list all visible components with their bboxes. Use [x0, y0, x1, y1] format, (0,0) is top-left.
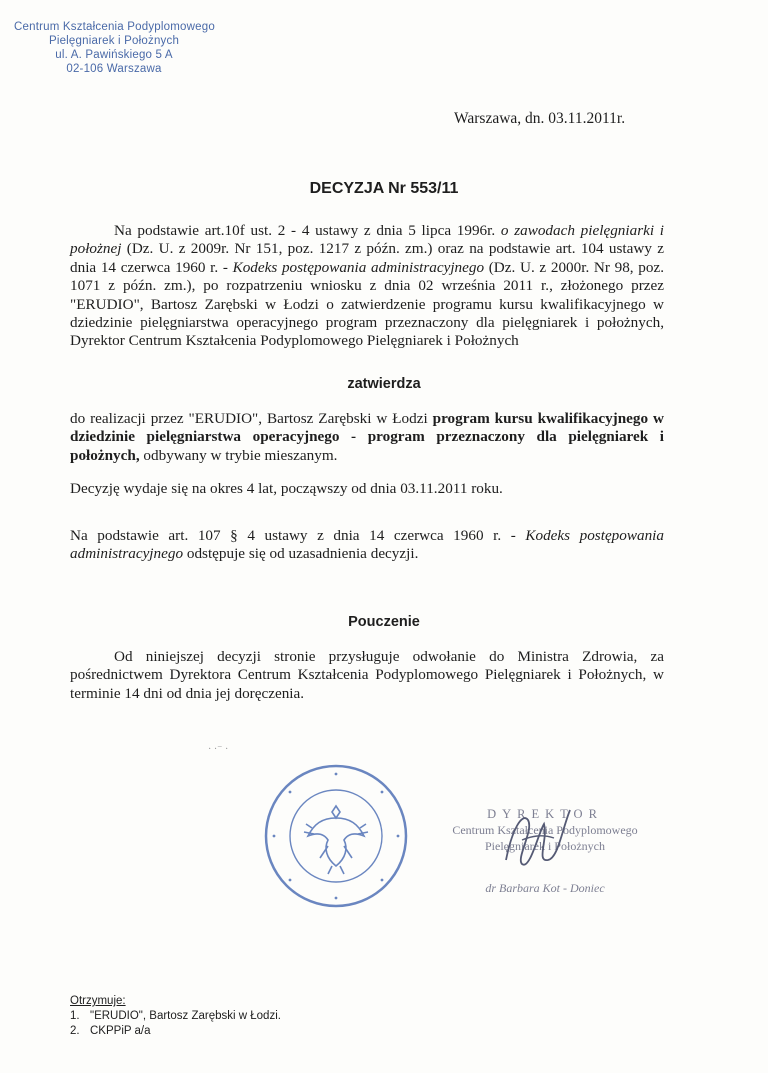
- basis-italic: Kodeks postępowania administracyjnego: [70, 527, 665, 563]
- recipients-list: [70, 994, 281, 1039]
- validity-paragraph: Decyzję wydaje się na okres 4 lat, począwszy od dnia 03.11.2011 roku.: [70, 480, 503, 497]
- basis-paragraph: [70, 527, 664, 564]
- list-item: [70, 1009, 281, 1024]
- basis-text: Na podstawie art. 107 § 4 ustawy z dnia 14 czerwca 1960 r. -: [70, 527, 526, 544]
- eagle-emblem-icon: [304, 806, 368, 874]
- approval-text: do realizacji przez "ERUDIO", Bartosz Zarębski w Łodzi: [70, 410, 433, 427]
- letterhead-line: Pielęgniarek i Położnych: [48, 35, 180, 47]
- official-seal: [262, 762, 410, 910]
- approval-text: odbywany w trybie mieszanym.: [139, 446, 338, 464]
- basis-text: odstępuje się od uzasadnienia decyzji.: [183, 545, 419, 563]
- letterhead-line: ul. A. Pawińskiego 5 A: [55, 49, 173, 61]
- ink-dots: · ·⁻ ·: [208, 744, 229, 755]
- recipients-label: Otrzymuje:: [70, 995, 126, 1007]
- intro-italic: o zawodach pielęgniarki i położnej: [70, 222, 664, 258]
- letterhead-line: Centrum Kształcenia Podyplomowego: [14, 21, 215, 33]
- signature-org: Centrum Kształcenia Podyplomowego: [452, 823, 638, 837]
- intro-text: (Dz. U. z 2009r. Nr 151, poz. 1217 z późn. zm.) oraz na podstawie art. 104 ustawy z dnia 14 czerwca 1960 r. -: [70, 240, 664, 276]
- list-item-number: 2.: [70, 1025, 80, 1037]
- seal-ring-marks: [273, 773, 400, 900]
- instruction-heading: Pouczenie: [348, 614, 420, 630]
- intro-text: Na podstawie art.10f ust. 2 - 4 ustawy z dnia 5 lipca 1996r.: [114, 222, 501, 239]
- intro-italic: Kodeks postępowania administracyjnego: [232, 258, 485, 276]
- list-item-text: "ERUDIO", Bartosz Zarębski w Łodzi.: [90, 1010, 281, 1022]
- letterhead-line: 02-106 Warszawa: [66, 63, 162, 75]
- intro-paragraph: [70, 222, 664, 351]
- list-item-text: CKPPiP a/a: [90, 1025, 151, 1037]
- instruction-text: Od niniejszej decyzji stronie przysługuje odwołanie do Ministra Zdrowia, za pośrednictwem Dyrektora Centrum Kształcenia Podyplomowego Pielęgniarek i Położnych, w terminie 14 dni od dnia jej doręczenia.: [70, 648, 664, 702]
- approves-heading: zatwierdza: [347, 376, 421, 392]
- decision-title: DECYZJA Nr 553/11: [309, 180, 459, 197]
- approval-bold: program kursu kwalifikacyjnego w dziedzinie pielęgniarstwa operacyjnego - program przeznaczony dla pielęgniarek i położnych,: [70, 410, 665, 464]
- approval-paragraph: [70, 410, 664, 465]
- letterhead-stamp: [14, 20, 214, 76]
- list-item-number: 1.: [70, 1010, 80, 1022]
- place-date: Warszawa, dn. 03.11.2011r.: [454, 110, 626, 127]
- handwritten-signature-icon: [492, 800, 582, 880]
- intro-text: (Dz. U. z 2000r. Nr 98, poz. 1071 z późn. zm.), po rozpatrzeniu wniosku z dnia 02 września 2011 r., złożonego przez "ERUDIO", Bartosz Zarębski w Łodzi o zatwierdzenie programu kursu kwalifikacyjnego w dziedzinie pielęgniarstwa operacyjnego program przeznaczony dla pielęgniarek i położnych, Dyrektor Centrum Kształcenia Podyplomowego Pielęgniarek i Położnych: [70, 258, 665, 350]
- signature-role: DYREKTOR: [487, 807, 603, 821]
- signature-org: Pielęgniarek i Położnych: [485, 839, 605, 853]
- signatory-name: dr Barbara Kot - Doniec: [485, 881, 605, 895]
- instruction-paragraph: [70, 648, 664, 703]
- list-item: [70, 1024, 281, 1039]
